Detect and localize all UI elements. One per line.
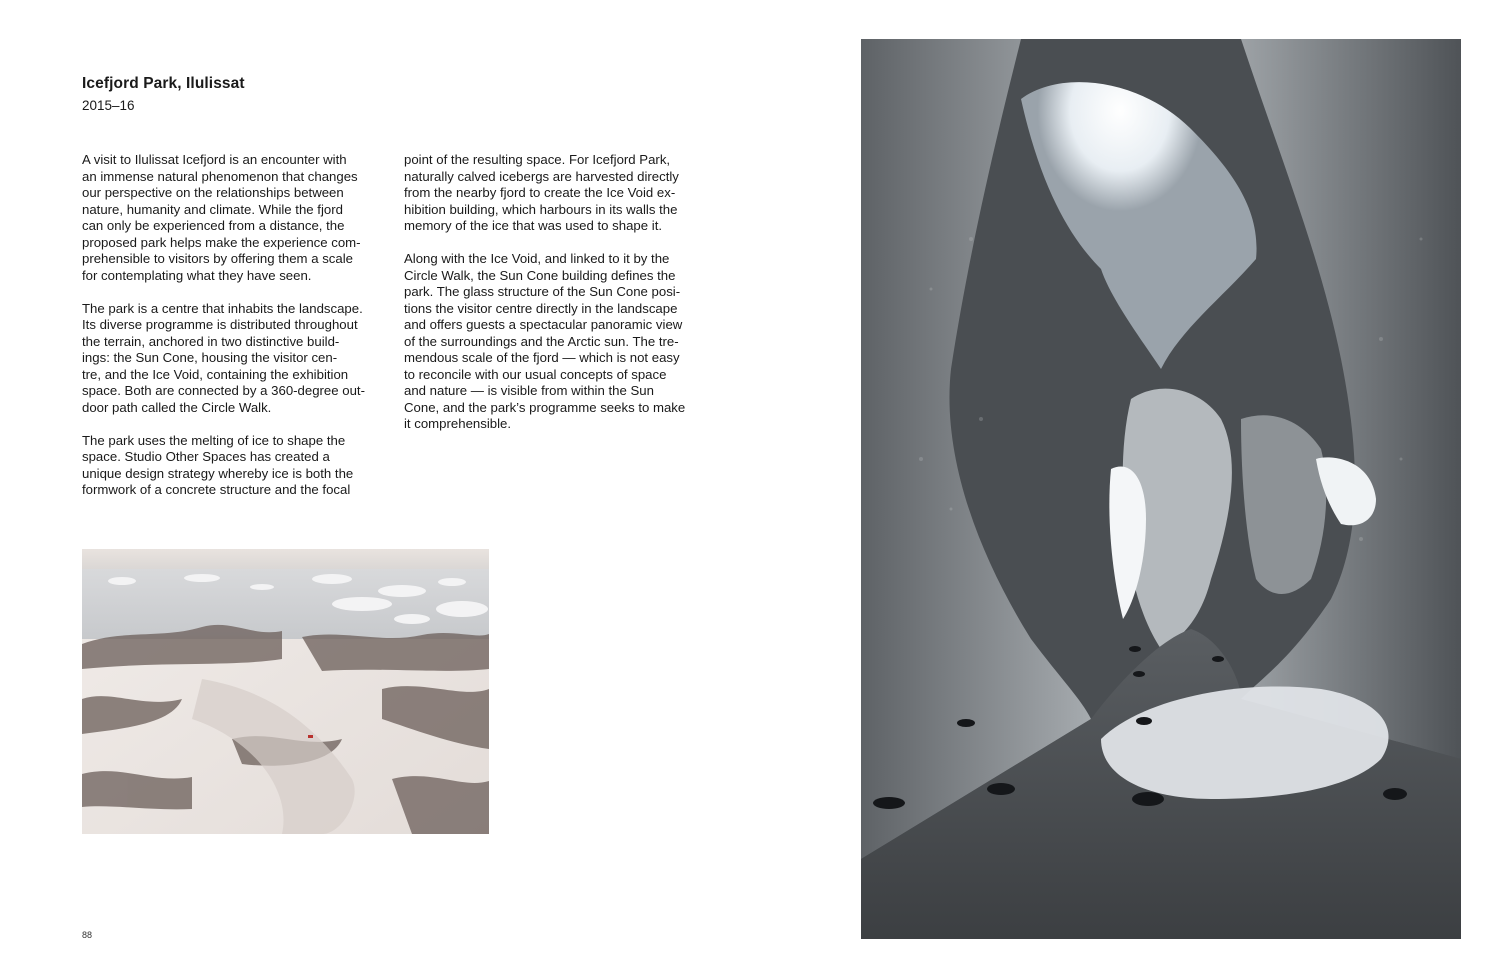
text-line: unique design strategy whereby ice is both the <box>82 465 354 481</box>
ice-void-interior-photo <box>861 39 1461 939</box>
aerial-landscape-image <box>82 549 489 834</box>
text-line: The park uses the melting of ice to shape the <box>82 432 346 448</box>
text-line: formwork of a concrete structure and the focal <box>82 482 351 497</box>
text-line: point of the resulting space. For Icefjord Park, <box>404 152 671 167</box>
text-line: to reconcile with our usual concepts of space <box>404 366 667 382</box>
text-line: naturally calved icebergs are harvested directly <box>404 168 679 184</box>
article-years: 2015–16 <box>82 98 135 113</box>
text-line: the terrain, anchored in two distinctive build- <box>82 333 340 349</box>
text-line: A visit to Ilulissat Icefjord is an encounter with <box>82 152 347 167</box>
paragraph <box>82 152 392 284</box>
paragraph <box>82 301 392 417</box>
text-line: and offers guests a spectacular panoramic view <box>404 317 683 332</box>
text-column-left <box>82 152 392 515</box>
page-number: 88 <box>82 930 93 940</box>
text-line: tre, and the Ice Void, containing the exhibition <box>82 366 349 382</box>
text-line: Its diverse programme is distributed throughout <box>82 317 358 332</box>
text-line: nature, humanity and climate. While the fjord <box>82 201 343 217</box>
text-line: proposed park helps make the experience com- <box>82 234 361 250</box>
text-line: Cone, and the park’s programme seeks to make <box>404 399 686 415</box>
text-line: door path called the Circle Walk. <box>82 399 272 415</box>
text-line: it comprehensible. <box>404 416 512 431</box>
text-line: park. The glass structure of the Sun Cone posi- <box>404 284 681 299</box>
text-line: for contemplating what they have seen. <box>82 267 312 283</box>
aerial-landscape-photo <box>82 549 489 834</box>
text-line: ings: the Sun Cone, housing the visitor cen- <box>82 350 338 365</box>
text-line: prehensible to visitors by offering them a scale <box>82 251 353 266</box>
text-line: and nature — is visible from within the Sun <box>404 383 654 398</box>
text-line: hibition building, which harbours in its walls the <box>404 201 678 217</box>
text-line: our perspective on the relationships between <box>82 185 344 200</box>
article-title: Icefjord Park, Ilulissat <box>82 75 245 92</box>
paragraph <box>82 433 392 499</box>
text-column-right <box>404 152 714 449</box>
paragraph <box>404 152 714 235</box>
text-line: from the nearby fjord to create the Ice Void ex- <box>404 185 676 200</box>
text-line: The park is a centre that inhabits the landscape. <box>82 300 363 316</box>
text-line: space. Both are connected by a 360-degree out- <box>82 383 365 398</box>
text-line: can only be experienced from a distance, the <box>82 218 345 233</box>
text-line: Circle Walk, the Sun Cone building defines the <box>404 267 676 283</box>
text-line: space. Studio Other Spaces has created a <box>82 449 330 464</box>
text-line: Along with the Ice Void, and linked to it by the <box>404 251 670 266</box>
text-line: tions the visitor centre directly in the landscape <box>404 300 678 316</box>
text-line: mendous scale of the fjord — which is not easy <box>404 350 680 365</box>
text-line: memory of the ice that was used to shape it. <box>404 218 663 233</box>
text-line: an immense natural phenomenon that changes <box>82 168 358 184</box>
text-line: of the surroundings and the Arctic sun. The tre- <box>404 333 679 349</box>
ice-void-interior-image <box>861 39 1461 939</box>
paragraph <box>404 251 714 433</box>
